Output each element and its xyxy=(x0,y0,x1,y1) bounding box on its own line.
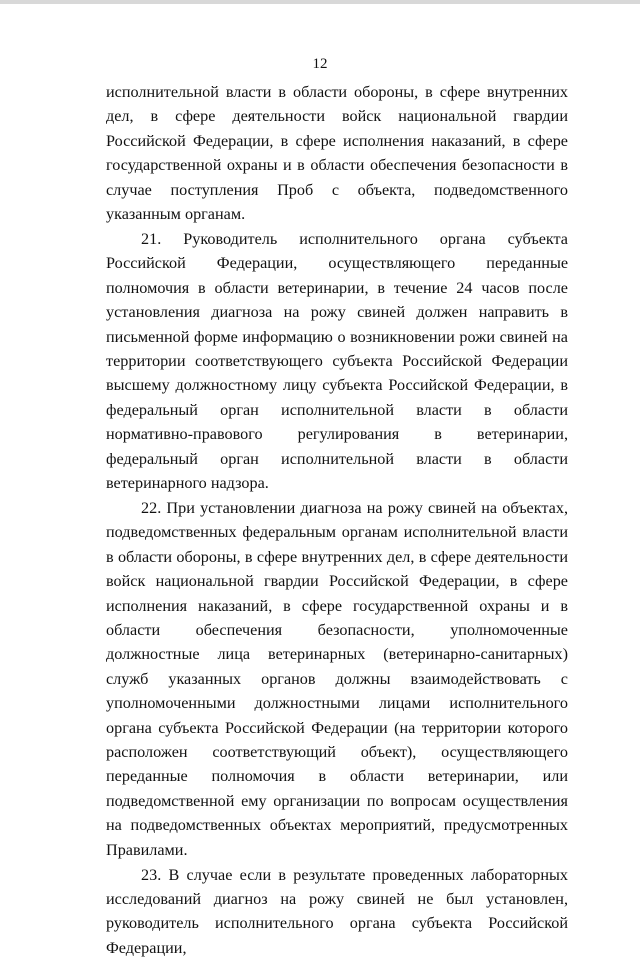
page-number: 12 xyxy=(0,56,640,73)
paragraph-23: 23. В случае если в результате проведенных лабораторных исследований диагноз на рожу свиней не был установлен, руководитель исполнительного органа субъекта Российской Федерации, xyxy=(106,863,568,960)
body-text xyxy=(106,80,568,960)
paragraph-continuation: исполнительной власти в области обороны, в сфере внутренних дел, в сфере деятельности войск национальной гвардии Российской Федерации, в сфере исполнения наказаний, в сфере государственной охраны и в области обеспечения безопасности в случае поступления Проб с объекта, подведомственного указанным органам. xyxy=(106,80,568,226)
scan-top-edge xyxy=(0,0,640,4)
paragraph-21: 21. Руководитель исполнительного органа субъекта Российской Федерации, осуществляющего переданные полномочия в области ветеринарии, в течение 24 часов после установления диагноза на рожу свиней должен направить в письменной форме информацию о возникновении рожи свиней на территории соответствующего субъекта Российской Федерации высшему должностному лицу субъекта Российской Федерации, в федеральный орган исполнительной власти в области нормативно-правового регулирования в ветеринарии, федеральный орган исполнительной власти в области ветеринарного надзора. xyxy=(106,227,568,495)
paragraph-22: 22. При установлении диагноза на рожу свиней на объектах, подведомственных федеральным органам исполнительной власти в области обороны, в сфере внутренних дел, в сфере деятельности войск национальной гвардии Российской Федерации, в сфере исполнения наказаний, в сфере государственной охраны и в области обеспечения безопасности, уполномоченные должностные лица ветеринарных (ветеринарно-санитарных) служб указанных органов должны взаимодействовать с уполномоченными должностными лицами исполнительного органа субъекта Российской Федерации (на территории которого расположен соответствующий объект), осуществляющего переданные полномочия в области ветеринарии, или подведомственной ему организации по вопросам осуществления на подведомственных объектах мероприятий, предусмотренных Правилами. xyxy=(106,496,568,862)
